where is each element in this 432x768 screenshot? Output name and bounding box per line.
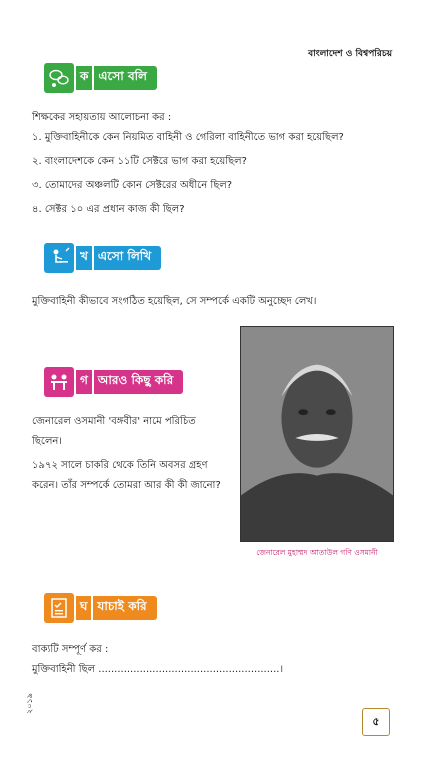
section-letter: খ: [76, 246, 92, 270]
section-gha-banner: [44, 592, 157, 624]
writing-prompt: মুক্তিবাহিনী কীভাবে সংগঠিত হয়েছিল, সে সম্পর্কে একটি অনুচ্ছেদ লেখ।: [32, 296, 317, 307]
section-ka-banner: [44, 62, 157, 94]
page-number: ৫: [362, 708, 390, 736]
section-letter: ঘ: [76, 596, 91, 620]
section-title: আরও কিছু করি: [94, 370, 183, 394]
section-ga-banner: [44, 366, 183, 398]
question-item: ৪. সেক্টর ১০ এর প্রধান কাজ কী ছিল?: [32, 204, 185, 215]
fill-in-blank: মুক্তিবাহিনী ছিল .........................................................।: [32, 664, 284, 675]
discussion-intro: শিক্ষকের সহায়তায় আলোচনা কর :: [32, 112, 172, 123]
exercise-instruction: বাক্যটি সম্পূর্ণ কর :: [32, 644, 109, 655]
section-title: এসো বলি: [94, 66, 157, 90]
section-letter: গ: [76, 370, 92, 394]
portrait-photo: [240, 326, 394, 542]
section-kha-banner: [44, 242, 161, 274]
activity-text-line: করেন। তাঁর সম্পর্কে তোমরা আর কী কী জানো?: [32, 480, 221, 491]
activity-people-icon: [44, 367, 74, 397]
photo-caption: জেনারেল মুহাম্মদ আতাউল গণি ওসমানী: [256, 548, 378, 557]
checklist-icon: [44, 593, 74, 623]
question-item: ৩. তোমাদের অঞ্চলটি কোন সেক্টরের অধীনে ছিল?: [32, 180, 233, 191]
activity-text-line: ছিলেন।: [32, 436, 62, 447]
question-item: ২. বাংলাদেশকে কেন ১১টি সেক্টরে ভাগ করা হয়েছিল?: [32, 156, 247, 167]
question-item: ১. মুক্তিবাহিনীকে কেন নিয়মিত বাহিনী ও গেরিলা বাহিনীতে ভাগ করা হয়েছিল?: [32, 132, 344, 143]
activity-text-line: জেনারেল ওসমানী 'বঙ্গবীর' নামে পরিচিত: [32, 416, 196, 427]
activity-text-line: ১৯৭২ সালে চাকরি থেকে তিনি অবসর গ্রহণ: [32, 460, 208, 471]
writing-person-icon: [44, 243, 74, 273]
speech-bubbles-icon: [44, 63, 74, 93]
section-title: এসো লিখি: [94, 246, 161, 270]
year-mark: ২০১৯: [25, 693, 34, 714]
running-header: বাংলাদেশ ও বিশ্বপরিচয়: [308, 49, 392, 59]
section-letter: ক: [76, 66, 92, 90]
section-title: যাচাই করি: [93, 596, 156, 620]
